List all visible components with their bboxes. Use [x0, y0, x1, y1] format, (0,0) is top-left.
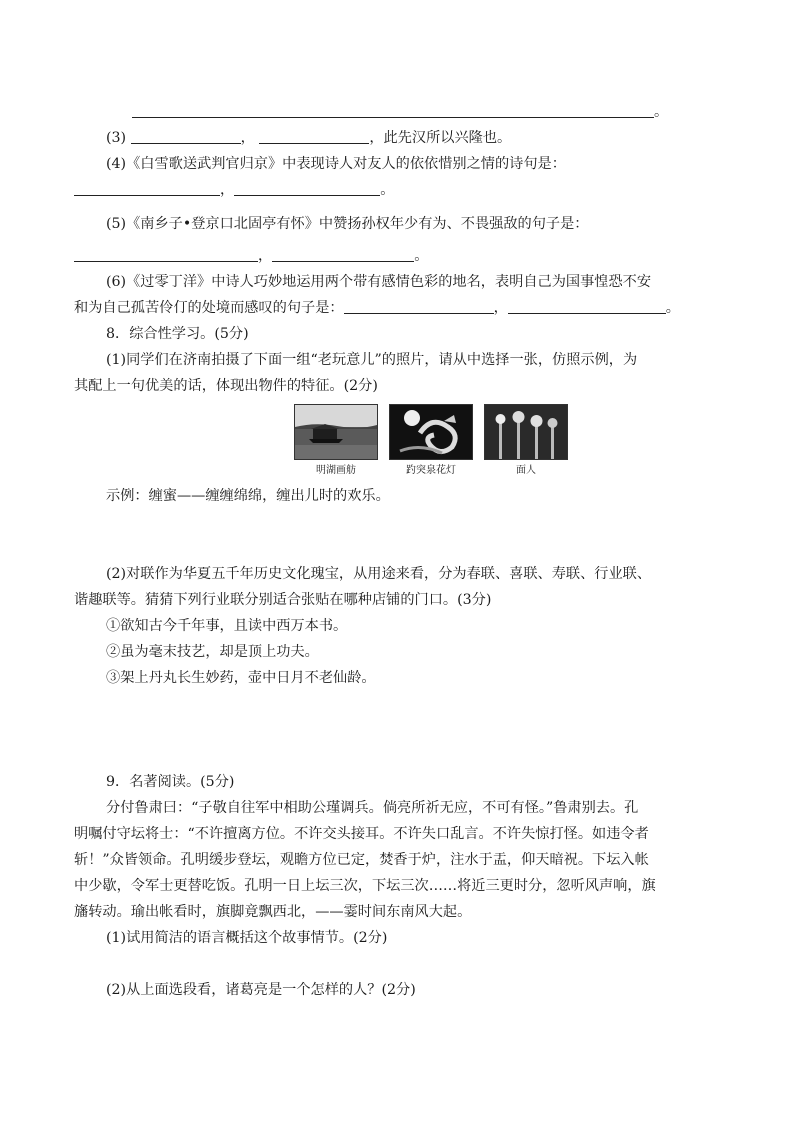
- photo-caption: 面人: [516, 465, 536, 476]
- dough-figurine-photo-icon: [484, 404, 568, 460]
- photo-figurine: [484, 404, 568, 477]
- dragon-lantern-photo-icon: [389, 404, 473, 460]
- q8-p1-line2: 其配上一句优美的话，体现出物件的特征。(2分): [74, 378, 378, 394]
- answer-blank[interactable]: [74, 247, 258, 262]
- q8-p1-line1: (1)同学们在济南拍摄了下面一组“老玩意儿”的照片，请从中选择一张，仿照示例，为: [106, 352, 638, 368]
- q7-item4-answer: ， 。: [74, 180, 394, 200]
- q9-passage-line: 分付鲁肃曰：“子敬自往军中相助公瑾调兵。倘亮所祈无应，不可有怪。”鲁肃别去。孔: [106, 800, 639, 816]
- q9-passage-line: 旛转动。瑜出帐看时，旗脚竟飘西北，——霎时间东南风大起。: [74, 904, 472, 920]
- q7-item6-line2: 和为自己孤苦伶仃的处境而感叹的句子是： ， 。: [74, 300, 680, 316]
- q8-p2-line2: 谐趣联等。猜猜下列行业联分别适合张贴在哪种店铺的门口。(3分): [74, 592, 492, 608]
- q8-couplet-3: ③架上丹丸长生妙药，壶中日月不老仙龄。: [106, 670, 376, 686]
- answer-blank[interactable]: [272, 247, 414, 262]
- q9-passage-line: 中少歇，令军士更替吃饭。孔明一日上坛三次，下坛三次……将近三更时分，忽听风声响，旗: [74, 878, 656, 894]
- boat-photo-icon: [294, 404, 378, 460]
- answer-blank[interactable]: [259, 129, 369, 144]
- q8-couplet-1: ①欲知古今千年事，且读中西万本书。: [106, 618, 348, 634]
- photo-caption: 明湖画舫: [316, 465, 356, 476]
- q7-item3-num: (3): [106, 130, 127, 146]
- q8-example: 示例：缠蜜——缠缠绵绵，缠出儿时的欢乐。: [106, 488, 390, 504]
- q9-title: 9．名著阅读。(5分): [106, 774, 235, 790]
- q9-passage-line: 斩！”众皆领命。孔明缓步登坛，观瞻方位已定，焚香于炉，注水于盂，仰天暗祝。下坛入帐: [74, 852, 649, 868]
- q9-sub2: (2)从上面选段看，诸葛亮是一个怎样的人？(2分): [106, 982, 416, 998]
- q9-passage-line: 明嘱付守坛将士：“不许擅离方位。不许交头接耳。不许失口乱言。不许失惊打怪。如违令者: [74, 826, 649, 842]
- photo-caption: 趵突泉花灯: [406, 465, 456, 476]
- q7-item5-answer: ， 。: [74, 246, 428, 266]
- photo-boat: [294, 404, 378, 477]
- q8-couplet-2: ②虽为毫末技艺，却是顶上功夫。: [106, 644, 319, 660]
- q9-sub1: (1)试用简洁的语言概括这个故事情节。(2分): [106, 930, 388, 946]
- answer-blank[interactable]: [74, 181, 220, 196]
- photo-row: [294, 404, 568, 477]
- answer-line-prev[interactable]: 。: [132, 102, 668, 122]
- q7-item6-line1: (6)《过零丁洋》中诗人巧妙地运用两个带有感情色彩的地名，表明自己为国事惶恐不安: [106, 274, 652, 290]
- q7-item4-prompt: (4)《白雪歌送武判官归京》中表现诗人对友人的依依惜别之情的诗句是：: [106, 156, 566, 172]
- photo-lantern: [389, 404, 473, 477]
- answer-blank[interactable]: [344, 299, 494, 314]
- q8-p2-line1: (2)对联作为华夏五千年历史文化瑰宝，从用途来看，分为春联、喜联、寿联、行业联、: [106, 566, 652, 582]
- answer-blank[interactable]: [508, 299, 666, 314]
- q7-item5-prompt: (5)《南乡子•登京口北固亭有怀》中赞扬孙权年少有为、不畏强敌的句子是：: [106, 216, 589, 232]
- q8-title: 8．综合性学习。(5分): [106, 326, 249, 342]
- q7-item3: (3) ， ，此先汉所以兴隆也。: [106, 130, 512, 146]
- answer-blank[interactable]: [131, 129, 241, 144]
- answer-blank[interactable]: [234, 181, 380, 196]
